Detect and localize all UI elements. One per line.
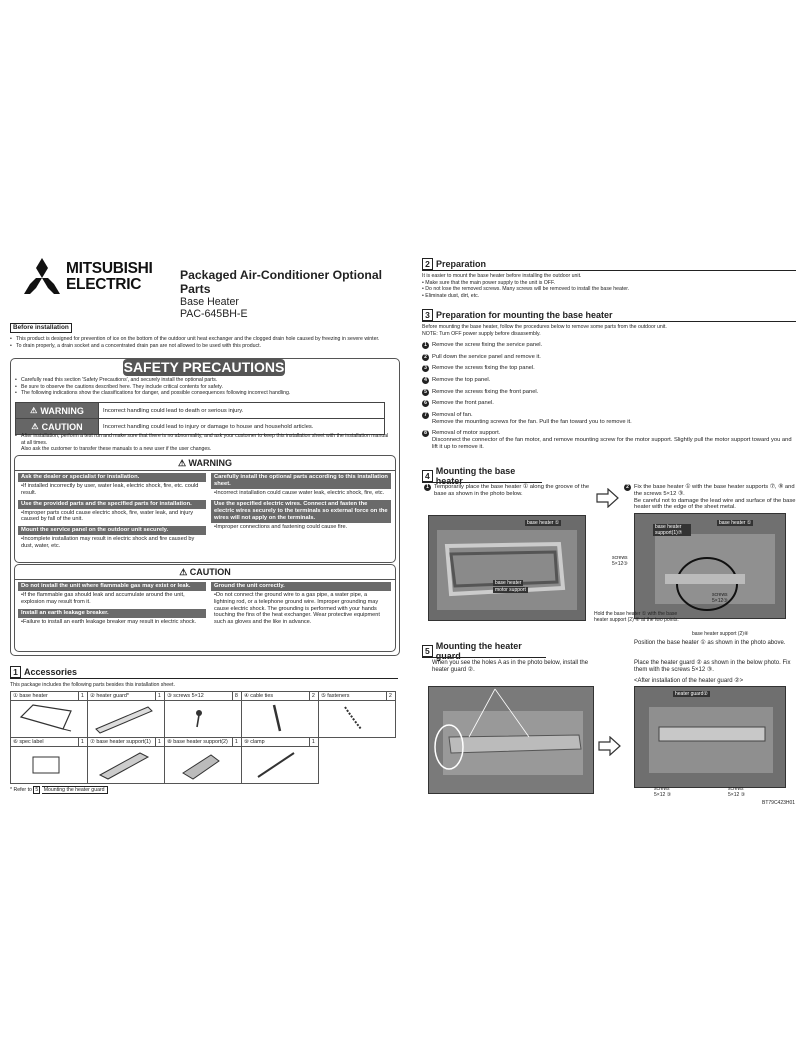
fastener-icon [321,701,387,735]
warning-item-body: •If installed incorrectly by user, water leak, electric shock, fire, etc. could result. [21,483,199,496]
step-number: 2 [422,354,429,361]
acc-empty [318,737,395,746]
step-text: Remove the screw fixing the service panel. [432,342,543,349]
table-row [11,700,396,737]
acc-qty: 2 [309,691,318,700]
guard-after-label: <After installation of the heater guard ②> [634,678,744,684]
preparation-line: • Make sure that the main power supply to the unit is OFF. [422,279,556,286]
section-number: 4 [422,470,433,482]
note-section-number: 5 [35,786,39,793]
acc-image-cell [318,700,395,737]
warning-desc: Incorrect handling could lead to death or serious injury. [103,407,244,414]
prep-mount-intro: Before mounting the base heater, follow the procedures below to remove some parts from the outdoor unit. [422,324,667,330]
caution-item-body: •If the flammable gas should leak and accumulate around the unit, explosion may result from it. [21,592,185,605]
list-item [422,342,796,349]
brand-logo [22,258,153,298]
step-text: Remove the screws fixing the front panel. [432,388,539,395]
caution-group-icon: ⚠ [179,567,190,577]
brand-name-line1: MITSUBISHI [66,260,153,277]
warning-item-head: Ask the dealer or specialist for installation. [18,473,206,482]
acc-qty: 2 [386,691,395,700]
step-number: 3 [422,365,429,372]
step-number: 1 [422,342,429,349]
warning-item-body: •Incorrect installation could cause water leak, electric shock, fire, etc. [214,490,385,496]
accessories-header [10,666,398,679]
caution-item-head: Do not install the unit where flammable gas may exist or leak. [18,582,206,591]
caution-item [211,582,391,629]
step-text: Removal of fan. [432,411,473,418]
support-2-icon [167,747,233,781]
list-item [422,412,796,426]
brand-name-line2: ELECTRIC [66,276,142,293]
list-item [422,389,796,396]
step-text: Remove the screws fixing the top panel. [432,365,535,372]
warning-tag [16,403,99,418]
caution-group-title: CAUTION [189,567,231,577]
photo-heater-guard-installed [634,686,786,788]
caution-item [18,609,206,629]
photo-label: screws 5×12③ [612,555,628,567]
warning-item-head: Use the provided parts and the specified parts for installation. [18,500,206,509]
warning-group-title: WARNING [188,458,233,468]
caution-triangle-icon: ⚠ [31,422,39,431]
preparation-section [422,258,796,299]
step-text: Temporarily place the base heater ① along the groove of the base as shown in the photo below. [434,484,590,497]
guard-right-text: Place the heater guard ② as shown in the below photo. Fix them with the screws 5×12 ③. [634,660,791,674]
guard-section [422,641,602,661]
section-title: Preparation [436,259,487,269]
position-note: Position the base heater ① as shown in the photo above. [634,640,786,646]
acc-image-cell [87,746,164,783]
mount-step-1 [424,484,592,498]
document-code: BT79C423H01 [762,800,796,806]
section-title: Accessories [24,667,78,677]
acc-qty: 1 [78,737,87,746]
safety-precautions [10,358,400,656]
acc-image-cell [241,746,318,783]
list-item [422,365,796,372]
acc-name: ⑧ base heater support(2) [164,737,232,746]
acc-qty: 1 [78,691,87,700]
step-number: 4 [422,377,429,384]
acc-image-cell [11,746,88,783]
list-item [422,377,796,384]
before-install-item: • To drain properly, a drain socket and a concentrated drain pan are not allowed to be used with this product. [10,343,398,350]
list-item [422,430,796,450]
photo-label: heater guard② [675,691,708,697]
after-install-note-2: Also ask the customer to transfer these manuals to a new user if the user changes. [21,446,212,452]
list-item [422,354,796,361]
acc-name: ④ cable ties [241,691,309,700]
photo-label: motor support [495,587,526,593]
table-row [11,746,396,783]
acc-image-cell [164,700,241,737]
photo-label: screws 5×12③ [712,592,728,604]
caution-group-head [15,565,395,580]
caution-tag-label: CAUTION [41,421,83,432]
heater-guard-icon [90,701,156,735]
section-title: Mounting the base heater [435,466,516,486]
photo-illustration [635,687,785,787]
mitsubishi-diamonds-icon [22,258,62,294]
note-section-ref: Mounting the heater guard [42,786,108,794]
acc-image-cell [241,700,318,737]
photo-label: screws 5×12 ③ [654,786,672,798]
warning-triangle-icon: ⚠ [30,406,38,415]
acc-name: ⑥ spec label [11,737,79,746]
acc-name: ① base heater [11,691,79,700]
acc-name: ③ screws 5×12 [164,691,232,700]
document-title [180,268,400,320]
section-number: 1 [10,666,21,678]
acc-name: ② heater guard* [87,691,155,700]
accessories-note [10,787,398,794]
warning-group-head [15,456,395,471]
before-install-item: • This product is designed for prevention of ice on the bottom of the outdoor unit heat exchanger and the clogged drain hole caused by freezing in severe winter. [10,336,398,343]
photo-base-heater-supports [634,513,786,619]
prep-mount-note: NOTE: Turn OFF power supply before disassembly. [422,330,541,337]
section-number: 5 [422,645,433,657]
warning-item-head: Use the specified electric wires. Connect and fasten the electric wires securely to the terminals so external force on the wires will not apply on the terminals. [211,500,391,523]
photo-heater-guard-holes [428,686,594,794]
step-number: 6 [422,400,429,407]
photo-illustration [429,516,585,620]
photo-base-heater-placement [428,515,586,621]
acc-image-cell [87,700,164,737]
warning-item-body: •Incomplete installation may result in electric shock and fire caused by dust, water, etc. [21,536,195,549]
note-prefix: * Refer to [10,786,32,793]
accessories-section [10,666,398,793]
prep-mount-section [422,309,796,455]
warning-item [18,473,206,500]
safety-intro-item: • The following indications show the classifications for danger, and possible consequences following incorrect handling. [15,390,393,397]
acc-qty: 1 [309,737,318,746]
warning-item [18,526,206,553]
step-number: 2 [624,484,631,491]
acc-image-cell [164,746,241,783]
step-text: Removal of motor support. [432,429,501,436]
accessories-table [10,691,396,784]
arrow-right-icon [598,736,622,756]
step-text: Remove the front panel. [432,400,494,407]
warning-item-body: •Improper parts could cause electric shock, fire, water leak, and injury caused by fall of the unit. [21,509,194,523]
photo-label: base heater support (2)⑧ [692,631,749,637]
safety-intro-item: • Be sure to observe the cautions described here. They include critical contents for safety. [15,384,393,391]
photo-label: base heater [495,580,522,586]
caution-item [18,582,206,609]
caution-item-head: Install an earth leakage breaker. [18,609,206,618]
after-install-note: • After installation, perform a test run and make sure that there is no abnormality, and ask your customer to keep this installation sheet with the installation manual at all times. [15,433,393,446]
safety-banner: SAFETY PRECAUTIONS [123,359,285,375]
caution-desc: Incorrect handling could lead to injury or damage to house and household articles. [103,423,314,430]
caution-item-head: Ground the unit correctly. [211,582,391,591]
list-item [422,400,796,407]
accessories-intro: This package includes the following parts besides this installation sheet. [10,682,175,688]
caution-group [14,564,396,652]
mount-step-2 [624,484,796,511]
photo-label: screws 5×12 ③ [728,786,746,798]
caution-item-body: •Failure to install an earth leakage breaker may result in electric shock. [21,618,197,625]
acc-qty: 1 [155,737,164,746]
photo-illustration [429,687,593,793]
acc-qty: 1 [155,691,164,700]
preparation-line: It is easier to mount the base heater before installing the outdoor unit. [422,273,582,279]
guard-left-text: When you see the holes A as in the photo below, install the heater guard ②. [432,660,589,674]
warning-item-head: Carefully install the optional parts according to this installation sheet. [211,473,391,489]
photo-label: base heater ① [719,520,752,526]
acc-name: ⑦ base heater support(1) [87,737,155,746]
caution-tag [16,419,99,434]
table-row [11,691,396,700]
arrow-right-icon [596,488,620,508]
mount-header [422,466,542,486]
warning-level-row [15,402,385,419]
title-model: PAC-645BH-E [180,308,248,320]
warning-item-body: •Improper connections and fastening could cause fire. [214,523,348,530]
warning-item-head: Mount the service panel on the outdoor unit securely. [18,526,206,535]
photo-label: base heater support(1)⑦ [653,524,691,536]
warning-group [14,455,396,563]
acc-qty: 8 [232,691,241,700]
spec-label-icon [13,747,79,781]
section-title: Preparation for mounting the base heater [436,310,613,320]
preparation-line: • Eliminate dust, dirt, etc. [422,292,480,299]
step-number: 1 [424,484,431,491]
mount-section-header [422,466,796,486]
before-installation-label: Before installation [10,323,72,333]
warning-item [211,500,391,534]
section-number: 3 [422,309,433,321]
preparation-header [422,258,796,271]
acc-name: ⑤ fasteners [318,691,386,700]
section-number: 2 [422,258,433,270]
title-main: Packaged Air-Conditioner Optional Parts [180,268,383,296]
table-row [11,737,396,746]
screw-icon [167,701,233,735]
step-number: 7 [422,412,429,419]
acc-name: ⑨ clamp [241,737,309,746]
step-text: Pull down the service panel and remove it. [432,353,541,360]
before-installation [10,316,398,349]
cable-tie-icon [244,701,310,735]
prep-mount-steps [422,342,796,450]
step-number: 5 [422,389,429,396]
step-text: Fix the base heater ① with the base heater supports ⑦, ⑧ and the screws 5×12 ③. [634,484,795,497]
warning-group-icon: ⚠ [177,458,189,468]
warning-tag-label: WARNING [40,405,84,416]
acc-qty: 1 [232,737,241,746]
base-heater-icon [13,701,79,735]
photo-label: base heater ① [527,520,560,526]
step-text: Remove the top panel. [432,376,491,383]
guard-header [422,641,546,661]
support-1-icon [90,747,156,781]
safety-intro-item: • Carefully read this section 'Safety Precautions', and securely install the optional parts. [15,377,393,384]
hold-note: Hold the base heater ① with the base heater support (2) ⑧ at the two points. [594,611,679,623]
prep-mount-header [422,309,796,322]
clamp-icon [244,747,310,781]
acc-empty [318,746,395,783]
warning-item [211,473,391,500]
step-detail: Remove the mounting screws for the fan. Pull the fan toward you to remove it. [432,418,632,425]
step-number: 8 [422,430,429,437]
title-product: Base Heater [180,296,239,308]
section-title: Mounting the heater guard [435,641,522,661]
step-note: Be careful not to damage the lead wire and surface of the base heater with the edge of the sheet metal. [634,497,796,511]
warning-item [18,500,206,527]
preparation-line: • Do not lose the removed screws. Many screws will be removed to install the base heater. [422,286,630,293]
step-detail: Disconnect the connector of the fan motor, and remove mounting screw for the motor support. Slightly pull the motor support toward you and lift it up to remove it. [432,436,792,450]
acc-image-cell [11,700,88,737]
caution-item-body: •Do not connect the ground wire to a gas pipe, a water pipe, a lightning rod, or a telephone ground wire. Improper grounding may cause electric shock. The grounding is performed with your hands touching the fins of the heat exchanger. Wear protective equipment such as gloves and the like in advance. [214,592,380,626]
